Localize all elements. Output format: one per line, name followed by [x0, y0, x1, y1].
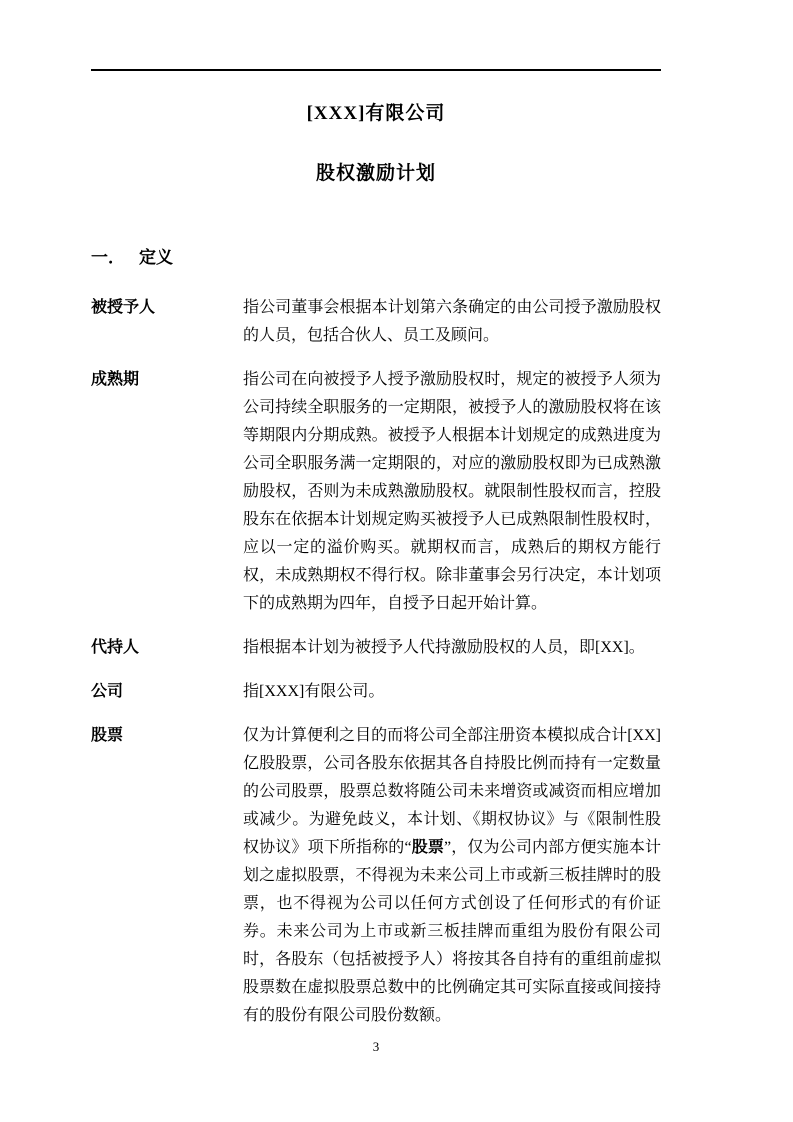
definition-text: [243, 366, 661, 618]
definition-term: 代持人: [91, 639, 140, 656]
document-title: [XXX]有限公司: [306, 103, 446, 124]
definition-text: [243, 678, 661, 706]
definition-text: [243, 722, 661, 1030]
definitions-list: [91, 294, 661, 1030]
definition-row: [91, 722, 661, 1030]
definition-text-segment: 指公司董事会根据本计划第六条确定的由公司授予激励股权的人员，包括合伙人、员工及顾问。: [243, 299, 661, 344]
definition-term: 公司: [91, 683, 124, 700]
definition-row: [91, 678, 661, 706]
section-heading: [91, 243, 661, 268]
document-subtitle: 股权激励计划: [315, 163, 436, 184]
definition-text-emphasis: 股票: [411, 839, 444, 856]
section-label: 定义: [139, 248, 173, 267]
definition-text-segment: 仅为计算便利之目的而将公司全部注册资本模拟成合计[XX]亿股股票，公司各股东依据其各自持股比例而持有一定数量的公司股票，股票总数将随公司未来增资或减资而相应增加或减少。为避免歧义，本计划、《期权协议》与《限制性股权协议》项下所指称的“: [243, 727, 661, 856]
definition-term: 成熟期: [91, 371, 140, 388]
definition-text-segment: 指[XXX]有限公司。: [243, 683, 385, 700]
page-number: 3: [372, 1039, 380, 1054]
definition-row: [91, 634, 661, 662]
page-footer: [91, 1038, 661, 1056]
definition-row: [91, 294, 661, 350]
definition-text-segment: 指公司在向被授予人授予激励股权时，规定的被授予人须为公司持续全职服务的一定期限，被授予人的激励股权将在该等期限内分期成熟。被授予人根据本计划规定的成熟进度为公司全职服务满一定期限的，对应的激励股权即为已成熟激励股权，否则为未成熟激励股权。就限制性股权而言，控股股东在依据本计划规定购买被授予人已成熟限制性股权时，应以一定的溢价购买。就期权而言，成熟后的期权方能行权，未成熟期权不得行权。除非董事会另行决定，本计划项下的成熟期为四年，自授予日起开始计算。: [243, 371, 661, 612]
definition-term: 被授予人: [91, 299, 156, 316]
definition-text-segment: 指根据本计划为被授予人代持激励股权的人员，即[XX]。: [243, 639, 645, 656]
section-number: 一．: [91, 248, 125, 267]
definition-text-segment: ”，仅为公司内部方便实施本计划之虚拟股票，不得视为未来公司上市或新三板挂牌时的股票，也不得视为公司以任何方式创设了任何形式的有价证券。未来公司为上市或新三板挂牌而重组为股份有限公司时，各股东（包括被授予人）将按其各自持有的重组前虚拟股票数在虚拟股票总数中的比例确定其可实际直接或间接持有的股份有限公司股份数额。: [243, 839, 661, 1024]
definition-term: 股票: [91, 727, 124, 744]
definition-text: [243, 634, 661, 662]
definition-row: [91, 366, 661, 618]
header-rule: [91, 69, 661, 71]
definition-text: [243, 294, 661, 350]
